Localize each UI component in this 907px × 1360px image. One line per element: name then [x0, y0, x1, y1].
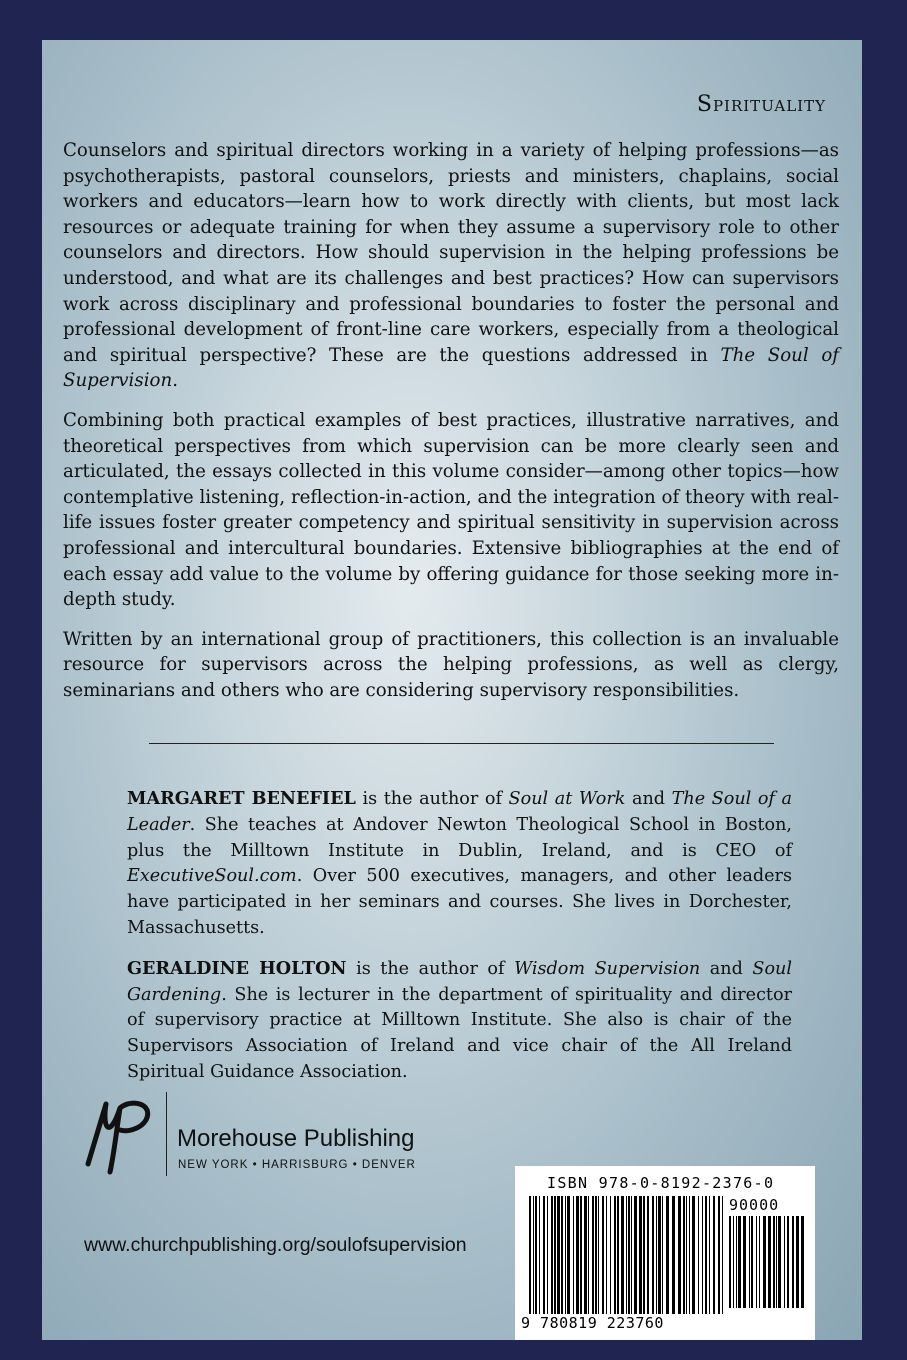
barcode-bar	[658, 1196, 661, 1314]
barcode-bar	[529, 1196, 531, 1314]
barcode-bar	[729, 1216, 731, 1308]
barcode-bar	[567, 1196, 570, 1314]
barcode-bar	[738, 1216, 741, 1308]
author-name: MARGARET BENEFIEL	[127, 788, 356, 809]
barcode-bar	[713, 1196, 715, 1314]
barcode-bar	[733, 1216, 734, 1308]
barcode-bar	[773, 1216, 775, 1308]
isbn-label: ISBN 978-0-8192-2376-0	[547, 1174, 775, 1192]
barcode-bar	[686, 1196, 687, 1314]
barcode-bar	[801, 1216, 804, 1308]
barcode-bar	[705, 1196, 707, 1314]
barcode-bar	[626, 1196, 627, 1314]
barcode-bar	[561, 1196, 563, 1314]
book-description	[63, 138, 839, 717]
barcode-bar	[768, 1216, 771, 1308]
barcode-bar	[759, 1216, 760, 1308]
barcode-bar	[718, 1196, 720, 1314]
isbn-barcode	[515, 1166, 815, 1340]
book-title: The Soul of Supervision	[63, 344, 840, 392]
barcode-bar	[595, 1196, 597, 1314]
price-barcode-bars	[729, 1216, 807, 1308]
author-name: GERALDINE HOLTON	[127, 957, 347, 979]
barcode-bar	[535, 1196, 537, 1314]
barcode-bar	[631, 1196, 632, 1314]
price-code: 90000	[729, 1196, 780, 1214]
barcode-bar	[722, 1196, 723, 1314]
barcode-bar	[547, 1196, 548, 1314]
author-bio: MARGARET BENEFIEL is the author of Soul at Work and The Soul of a Leader. She teaches at Andover Newton Theological School in Boston, plus the Milltown Institute in Dublin, Ireland, and is CEO of ExecutiveSoul.com. Over 500 executives, managers, and other leaders have participated in her seminars and courses. She lives in Dorchester, Massachusetts.	[127, 788, 792, 938]
barcode-bar	[749, 1216, 750, 1308]
barcode-bar	[639, 1196, 642, 1314]
barcode-bar	[796, 1216, 799, 1308]
barcode-bar	[778, 1216, 781, 1308]
barcode-bar	[692, 1196, 695, 1314]
publisher-name: Morehouse Publishing	[177, 1125, 415, 1152]
barcode-bar	[606, 1196, 607, 1314]
barcode-bar	[662, 1196, 663, 1314]
publisher-logo-icon	[80, 1094, 158, 1176]
barcode-bar	[678, 1196, 681, 1314]
author-bios	[127, 786, 792, 1100]
barcode-bar	[683, 1196, 685, 1314]
description-paragraph-3: Written by an international group of practitioners, this collection is an invaluable resource for supervisors across the helping professions, as well as clergy, seminarians and others who are considering supervisory responsibilities.	[63, 628, 839, 701]
barcode-bar	[539, 1196, 540, 1314]
barcode-bar	[584, 1196, 587, 1314]
barcode-bar	[573, 1196, 574, 1314]
description-paragraph-1: Counselors and spiritual directors working in a variety of helping professions—as psychotherapists, pastoral counselors, priests and ministers, chaplains, social workers and educators—learn how to work directly with clients, but most lack resources or adequate training for when they assume a supervisory role to other counselors and directors. How should supervision in the helping professions be understood, and what are its challenges and best practices? How can supervisors work across disciplinary and professional boundaries to foster the personal and professional development of front-line care workers, especially from a theological and spiritual perspective? These are the questions addressed in The Soul of Supervision.	[63, 140, 840, 392]
barcode-bar	[551, 1196, 553, 1314]
barcode-bar	[656, 1196, 657, 1314]
barcode-bar	[787, 1216, 789, 1308]
barcode-bar	[576, 1196, 579, 1314]
ean-digits: 9 780819 223760	[521, 1314, 664, 1332]
barcode-bar	[643, 1196, 645, 1314]
barcode-bar	[628, 1196, 630, 1314]
barcode-bar	[709, 1196, 710, 1314]
barcode-bar	[557, 1196, 560, 1314]
barcode-bar	[588, 1196, 589, 1314]
barcode-bar	[689, 1196, 690, 1314]
barcode-bar	[756, 1216, 757, 1308]
barcode-bar	[621, 1196, 624, 1314]
barcode-bar	[763, 1216, 766, 1308]
barcode-bar	[776, 1216, 777, 1308]
barcode-bar	[784, 1216, 785, 1308]
barcode-bar	[792, 1216, 794, 1308]
barcode-bar	[751, 1216, 753, 1308]
barcode-bar	[592, 1196, 594, 1314]
barcode-bar	[614, 1196, 616, 1314]
barcode-bar	[672, 1196, 675, 1314]
barcode-bar	[743, 1216, 746, 1308]
back-cover	[42, 40, 862, 1340]
barcode-bar	[698, 1196, 699, 1314]
section-divider	[149, 743, 774, 744]
publisher-cities: NEW YORK • HARRISBURG • DENVER	[178, 1159, 416, 1171]
author-bio: GERALDINE HOLTON is the author of Wisdom Supervision and Soul Gardening. She is lecturer in the department of spirituality and director of supervisory practice at Milltown Institute. She also is chair of the Supervisors Association of Ireland and vice chair of the All Ireland Spiritual Guidance Association.	[127, 957, 792, 1082]
barcode-bar	[634, 1196, 637, 1314]
barcode-bar	[602, 1196, 604, 1314]
logo-divider	[166, 1092, 167, 1176]
barcode-bar	[543, 1196, 545, 1314]
barcode-bar	[598, 1196, 599, 1314]
category-label: Spirituality	[696, 92, 826, 117]
barcode-bar	[533, 1196, 534, 1314]
website-link[interactable]: www.churchpublishing.org/soulofsupervision	[84, 1234, 467, 1256]
barcode-bar	[736, 1216, 737, 1308]
barcode-bar	[652, 1196, 654, 1314]
barcode-bar	[580, 1196, 582, 1314]
barcode-bar	[565, 1196, 566, 1314]
barcode-bar	[617, 1196, 619, 1314]
barcode-bar	[554, 1196, 556, 1314]
description-paragraph-2: Combining both practical examples of best practices, illustrative narratives, and theoretical perspectives from which supervision can be more clearly seen and articulated, the essays collected in this volume consider—among other topics—how contemplative listening, reflection-in-action, and the integration of theory with real-life issues foster greater competency and spiritual sensitivity in supervision across professional and intercultural boundaries. Extensive bibliographies at the end of each essay add value to the volume by offering guidance for those seeking more in-depth study.	[63, 409, 839, 611]
barcode-bar	[610, 1196, 611, 1314]
barcode-bar	[647, 1196, 649, 1314]
barcode-bar	[666, 1196, 669, 1314]
barcode-bars	[529, 1196, 725, 1316]
barcode-bar	[702, 1196, 703, 1314]
